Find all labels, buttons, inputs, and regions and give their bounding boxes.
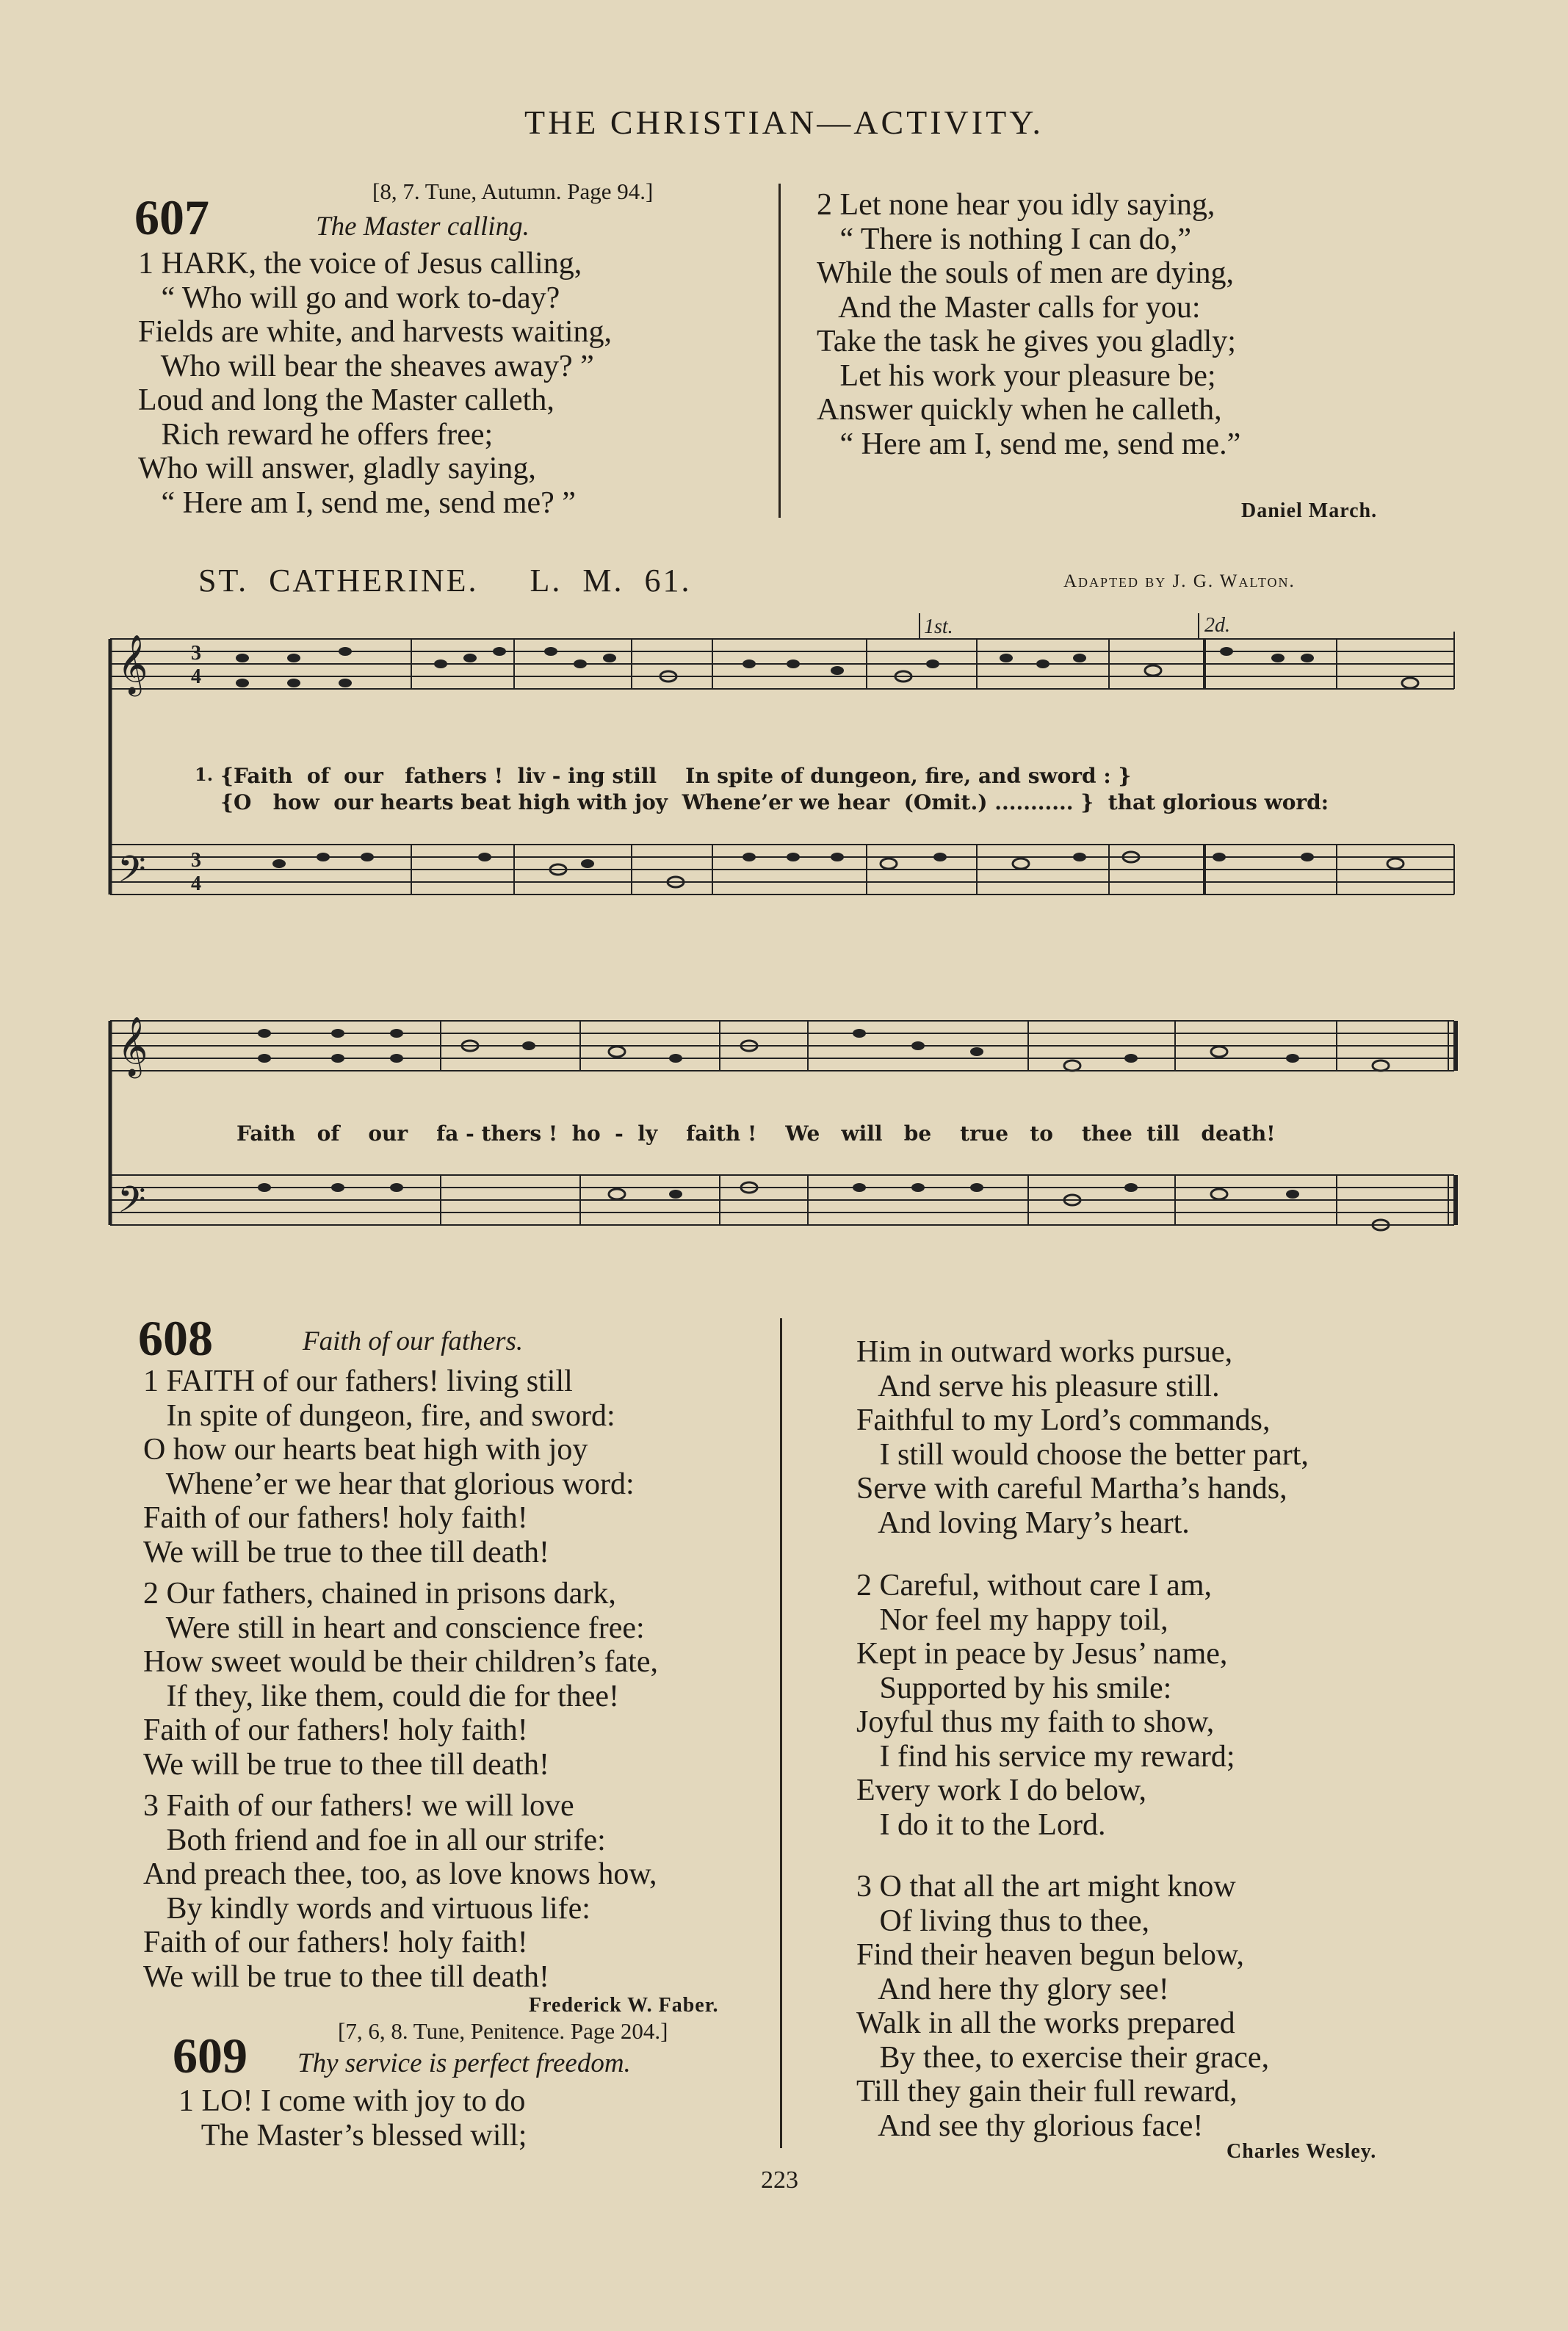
- column-divider-lower: [780, 1318, 782, 2148]
- svg-text:𝄢: 𝄢: [118, 848, 146, 900]
- hymn-609-verse-1-cont: Him in outward works pursue, And serve his pleasure still. Faithful to my Lord’s commands, I still would choose the better part, Serve with careful Martha’s hands, And loving Mary’s heart.: [856, 1335, 1309, 1540]
- tune-lyric-line-3: Faith of our fa - thers ! ho - ly faith ! We will be true to thee till death!: [236, 1121, 1276, 1146]
- hymn-608-subtitle: Faith of our fathers.: [303, 1326, 524, 1356]
- tune-title: ST. CATHERINE. L. M. 61.: [198, 563, 692, 599]
- column-divider: [778, 184, 781, 518]
- hymn-number-607: 607: [134, 189, 209, 245]
- hymn-609-subtitle: Thy service is perfect freedom.: [297, 2048, 631, 2078]
- hymn-608-verse-1: 1 FAITH of our fathers! living still In spite of dungeon, fire, and sword: O how our hearts beat high with joy Whene’er we hear that glorious word: Faith of our fathers! holy faith! We will be true to thee till death!: [143, 1365, 635, 1569]
- hymn-607-author: Daniel March.: [1241, 499, 1378, 522]
- tune-lyric-line-2: {O how our hearts beat high with joy Whene’er we hear (Omit.) ........... } that glorious word:: [220, 790, 1329, 814]
- hymn-609-meter: [7, 6, 8. Tune, Penitence. Page 204.]: [338, 2018, 668, 2044]
- svg-text:𝄞: 𝄞: [118, 634, 148, 694]
- page-header: THE CHRISTIAN—ACTIVITY.: [524, 104, 1044, 141]
- svg-text:4: 4: [191, 665, 201, 688]
- second-ending-label: 2d.: [1204, 614, 1230, 637]
- hymn-number-609: 609: [173, 2028, 248, 2084]
- tune-lyric-line-1: {Faith of our fathers ! liv - ing still In spite of dungeon, fire, and sword : }: [220, 764, 1132, 788]
- page-number: 223: [761, 2166, 798, 2194]
- tune-arranger: Adapted by J. G. Walton.: [1063, 571, 1296, 591]
- first-ending-label: 1st.: [924, 615, 953, 638]
- svg-text:3: 3: [191, 642, 201, 665]
- hymn-609-verse-2: 2 Careful, without care I am, Nor feel my happy toil, Kept in peace by Jesus’ name, Supported by his smile: Joyful thus my faith to show, I find his service my reward; Every work I do below, I do it to the Lord.: [856, 1569, 1235, 1842]
- verse-number: 1.: [195, 764, 214, 785]
- hymn-607-meter: [8, 7. Tune, Autumn. Page 94.]: [372, 178, 654, 204]
- svg-text:𝄞: 𝄞: [118, 1016, 148, 1076]
- hymn-608-author: Frederick W. Faber.: [529, 1994, 719, 2017]
- hymn-608-verse-3: 3 Faith of our fathers! we will love Both friend and foe in all our strife: And preach thee, too, as love knows how, By kindly words and virtuous life: Faith of our fathers! holy faith! We will be true to thee till death!: [143, 1789, 657, 1994]
- hymn-number-608: 608: [138, 1310, 213, 1366]
- hymn-609-verse-1-start: 1 LO! I come with joy to do The Master’s blessed will;: [178, 2084, 527, 2153]
- hymn-609-verse-3: 3 O that all the art might know Of living thus to thee, Find their heaven begun below, And here thy glory see! Walk in all the works prepared By thee, to exercise their grace, Till they gain their full reward, And see thy glorious face!: [856, 1870, 1270, 2143]
- svg-text:4: 4: [191, 872, 201, 895]
- hymn-607-verse-2: 2 Let none hear you idly saying, “ There is nothing I can do,” While the souls of men are dying, And the Master calls for you: Take the task he gives you gladly; Let his work your pleasure be; Answer quickly when he calleth, “ Here am I, send me, send me.”: [817, 188, 1241, 461]
- svg-text:3: 3: [191, 849, 201, 872]
- hymn-607-subtitle: The Master calling.: [316, 212, 530, 242]
- hymn-609-author: Charles Wesley.: [1226, 2140, 1377, 2163]
- svg-text:𝄢: 𝄢: [118, 1179, 146, 1230]
- hymn-607-verse-1: 1 HARK, the voice of Jesus calling, “ Who will go and work to-day? Fields are white, and harvests waiting, Who will bear the sheaves away? ” Loud and long the Master calleth, Rich reward he offers free; Who will answer, gladly saying, “ Here am I, send me, send me? ”: [138, 247, 613, 520]
- music-score-system-2: [103, 999, 1561, 1293]
- hymn-608-verse-2: 2 Our fathers, chained in prisons dark, Were still in heart and conscience free: How sweet would be their children’s fate, If they, like them, could die for thee! Faith of our fathers! holy faith! We will be true to thee till death!: [143, 1577, 658, 1782]
